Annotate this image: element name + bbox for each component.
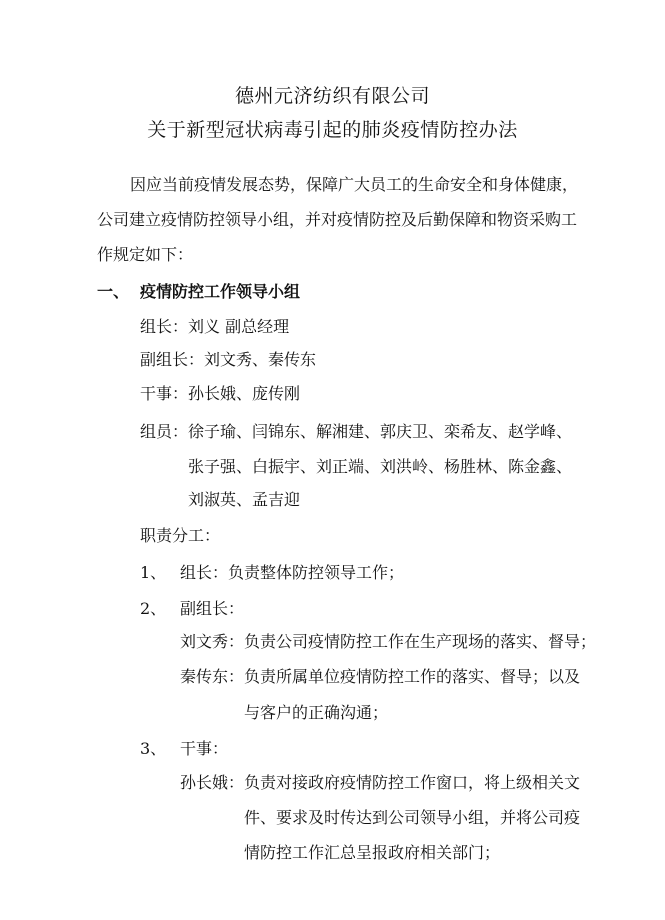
duty3-a-name: 孙长娥：: [180, 773, 245, 792]
duty2-text: 副组长：: [180, 599, 245, 618]
duty1-number: 1、: [140, 563, 167, 582]
duty3-a-line-3: 情防控工作汇总呈报政府相关部门；: [244, 843, 501, 862]
duty2-b-continuation: 与客户的正确沟通；: [244, 703, 389, 722]
members-label: 组员：: [140, 422, 189, 441]
duties-label: 职责分工：: [140, 526, 221, 545]
duty2-b-text: 负责所属单位疫情防控工作的落实、督导；以及: [244, 667, 581, 686]
duty2-number: 2、: [140, 599, 167, 618]
section-heading: 疫情防控工作领导小组: [140, 282, 301, 301]
members-line-1: 徐子瑜、闫锦东、解湘建、郭庆卫、栾希友、赵学峰、: [188, 422, 573, 441]
duty3-text: 干事：: [180, 739, 229, 758]
duty1-text: 组长：负责整体防控领导工作；: [180, 563, 405, 582]
members-line-2: 张子强、白振宇、刘正端、刘洪岭、杨胜林、陈金鑫、: [188, 457, 573, 476]
duty3-number: 3、: [140, 739, 167, 758]
intro-line-1: 因应当前疫情发展态势，保障广大员工的生命安全和身体健康，: [130, 175, 579, 194]
document-title: 德州元济纺织有限公司: [234, 85, 430, 107]
section-number: 一、: [97, 282, 130, 301]
intro-line-3: 作规定如下：: [97, 245, 194, 264]
members-line-3: 刘淑英、孟吉迎: [188, 490, 301, 509]
staff-line: 干事：孙长娥、庞传刚: [140, 384, 301, 403]
duty3-a-line-2: 件、要求及时传达到公司领导小组，并将公司疫: [244, 808, 581, 827]
duty3-a-line-1: 负责对接政府疫情防控工作窗口，将上级相关文: [244, 773, 581, 792]
leader-line: 组长：刘义 副总经理: [140, 317, 290, 336]
document-subtitle: 关于新型冠状病毒引起的肺炎疫情防控办法: [147, 119, 518, 141]
duty2-a-text: 负责公司疫情防控工作在生产现场的落实、督导；: [244, 632, 597, 651]
intro-line-2: 公司建立疫情防控领导小组，并对疫情防控及后勤保障和物资采购工: [97, 210, 578, 229]
duty2-a-name: 刘文秀：: [180, 632, 245, 651]
duty2-b-name: 秦传东：: [180, 667, 245, 686]
deputy-line: 副组长：刘文秀、秦传东: [140, 350, 317, 369]
